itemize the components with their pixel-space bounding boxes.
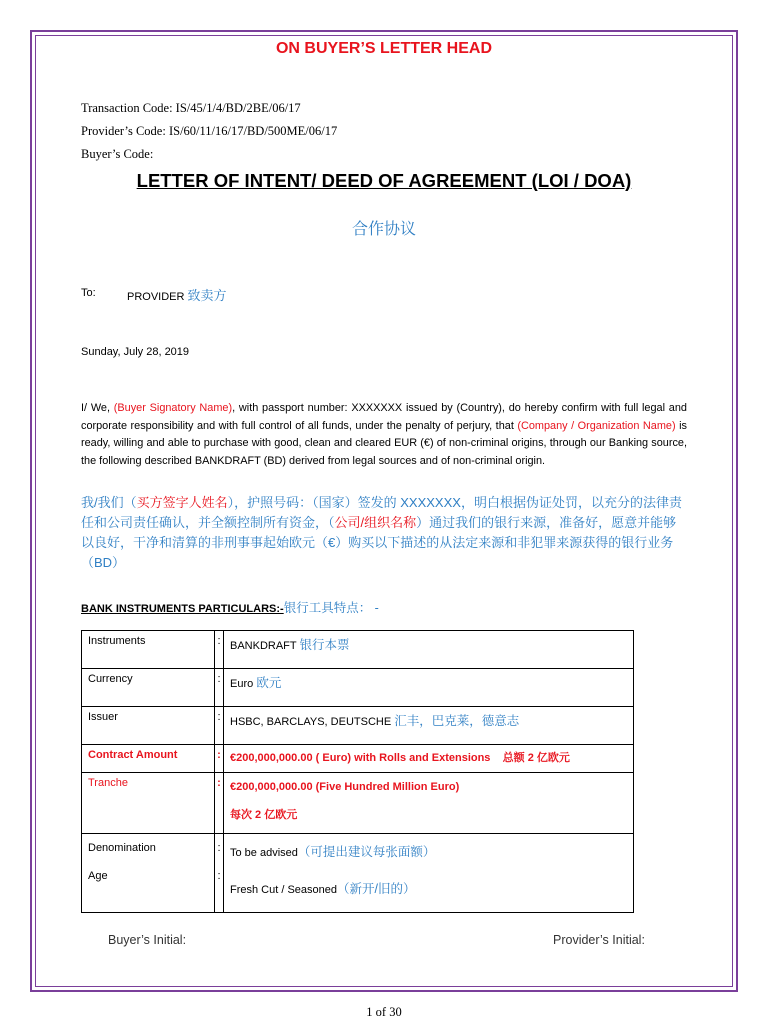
- intro-paragraph: [81, 400, 687, 470]
- row-label: Contract Amount: [82, 745, 215, 773]
- label-denomination: Denomination: [88, 842, 156, 854]
- buyer-initial: Buyer’s Initial:: [108, 933, 187, 947]
- row-value: [224, 669, 634, 707]
- row-value: [224, 834, 634, 913]
- row-separator: :: [215, 773, 224, 834]
- row-value: [224, 707, 634, 745]
- buyer-code: Buyer’s Code:: [81, 147, 154, 161]
- value-cn: 欧元: [256, 676, 282, 690]
- row-separator: :: [215, 745, 224, 773]
- recipient-name-cn: 致卖方: [187, 288, 227, 303]
- section-heading-label-cn: 银行工具特点： -: [283, 601, 379, 615]
- row-separator: :: [215, 707, 224, 745]
- letter-date: Sunday, July 28, 2019: [81, 346, 190, 358]
- page-number: 1 of 30: [366, 1005, 402, 1019]
- intro-text-2: , with passport number: XXXXXXX issued by (Country), do hereby confirm with full legal and corporate responsibility and with full control of all funds, under the penalty of perjury, that: [81, 402, 687, 432]
- row-separator: [215, 834, 224, 913]
- intro-cn-text-3: ）通过我们的银行来源，准备好，愿意并能够以良好，干净和清算的非刑事事起始欧元（€）购买以下描述的从法定来源和非犯罪来源获得的银行业务（BD）: [81, 515, 677, 570]
- buyer-signatory-placeholder-cn: 买方签字人姓名: [136, 495, 228, 510]
- intro-paragraph-cn: [81, 493, 689, 573]
- value-en: HSBC, BARCLAYS, DEUTSCHE: [230, 716, 392, 728]
- to-label: To:: [81, 287, 96, 299]
- value-cn: 总额 2 亿欧元: [502, 752, 570, 764]
- value2-cn: （新开/旧的）: [337, 882, 416, 896]
- row-value: [224, 773, 634, 834]
- buyer-signatory-placeholder: (Buyer Signatory Name): [113, 402, 233, 414]
- table-row: [82, 773, 634, 834]
- table-row: [82, 669, 634, 707]
- row-value: [224, 631, 634, 669]
- value-cn: 汇丰，巴克莱，德意志: [394, 714, 520, 728]
- table-row: [82, 707, 634, 745]
- provider-code: Provider’s Code: IS/60/11/16/17/BD/500ME/06/17: [81, 124, 338, 138]
- intro-cn-text-2: ），护照号码：（国家）签发的 XXXXXXX，明白根据伪证处罚，以充分的法律责任和公司责任确认，并全额控制所有资金，（: [81, 495, 682, 530]
- document-title-cn: 合作协议: [351, 221, 416, 238]
- row-label: Issuer: [82, 707, 215, 745]
- provider-initial: Provider’s Initial:: [553, 933, 645, 947]
- company-name-placeholder: (Company / Organization Name): [517, 419, 676, 432]
- value-en: €200,000,000.00 (Five Hundred Million Euro): [230, 781, 460, 793]
- row-separator: :: [215, 631, 224, 669]
- separator: :: [217, 842, 221, 854]
- document-title: LETTER OF INTENT/ DEED OF AGREEMENT (LOI / DOA): [136, 170, 632, 191]
- value-en: BANKDRAFT: [230, 640, 297, 652]
- section-heading-label: BANK INSTRUMENTS PARTICULARS:-: [81, 603, 284, 615]
- intro-cn-text-1: 我/我们（: [81, 495, 137, 510]
- value-en: Euro: [230, 678, 254, 690]
- value-en: To be advised: [230, 847, 298, 859]
- table-row: [82, 631, 634, 669]
- value-cn: （可提出建议每张面额）: [297, 845, 436, 859]
- table-row: [82, 834, 634, 913]
- value-cn: 银行本票: [299, 638, 350, 652]
- value2-en: Fresh Cut / Seasoned: [230, 884, 338, 896]
- recipient: [127, 285, 227, 304]
- value-cn: 每次 2 亿欧元: [230, 809, 298, 821]
- label-age: Age: [88, 870, 108, 882]
- intro-text-1: I/ We,: [81, 402, 114, 414]
- transaction-code: Transaction Code: IS/45/1/4/BD/2BE/06/17: [81, 101, 301, 115]
- row-separator: :: [215, 669, 224, 707]
- row-label: Currency: [82, 669, 215, 707]
- separator: :: [217, 870, 221, 882]
- row-label: [82, 834, 215, 913]
- company-name-placeholder-cn: 公司/组织名称: [334, 515, 417, 530]
- table-row: [82, 745, 634, 773]
- intro-text-3: is ready, willing and able to purchase with good, clean and cleared EUR (€) of non-criminal origins, through our Banking source, the following described BANKDRAFT (BD) derived from legal sources and of non-criminal origin.: [81, 419, 687, 467]
- row-value: [224, 745, 634, 773]
- section-heading: [81, 598, 379, 616]
- letterhead: ON BUYER’S LETTER HEAD: [275, 40, 492, 57]
- row-label: Instruments: [82, 631, 215, 669]
- row-label: Tranche: [82, 773, 215, 834]
- recipient-name: PROVIDER: [127, 291, 185, 303]
- value-en: €200,000,000.00 ( Euro) with Rolls and Extensions: [230, 752, 491, 764]
- instruments-table: [81, 630, 634, 913]
